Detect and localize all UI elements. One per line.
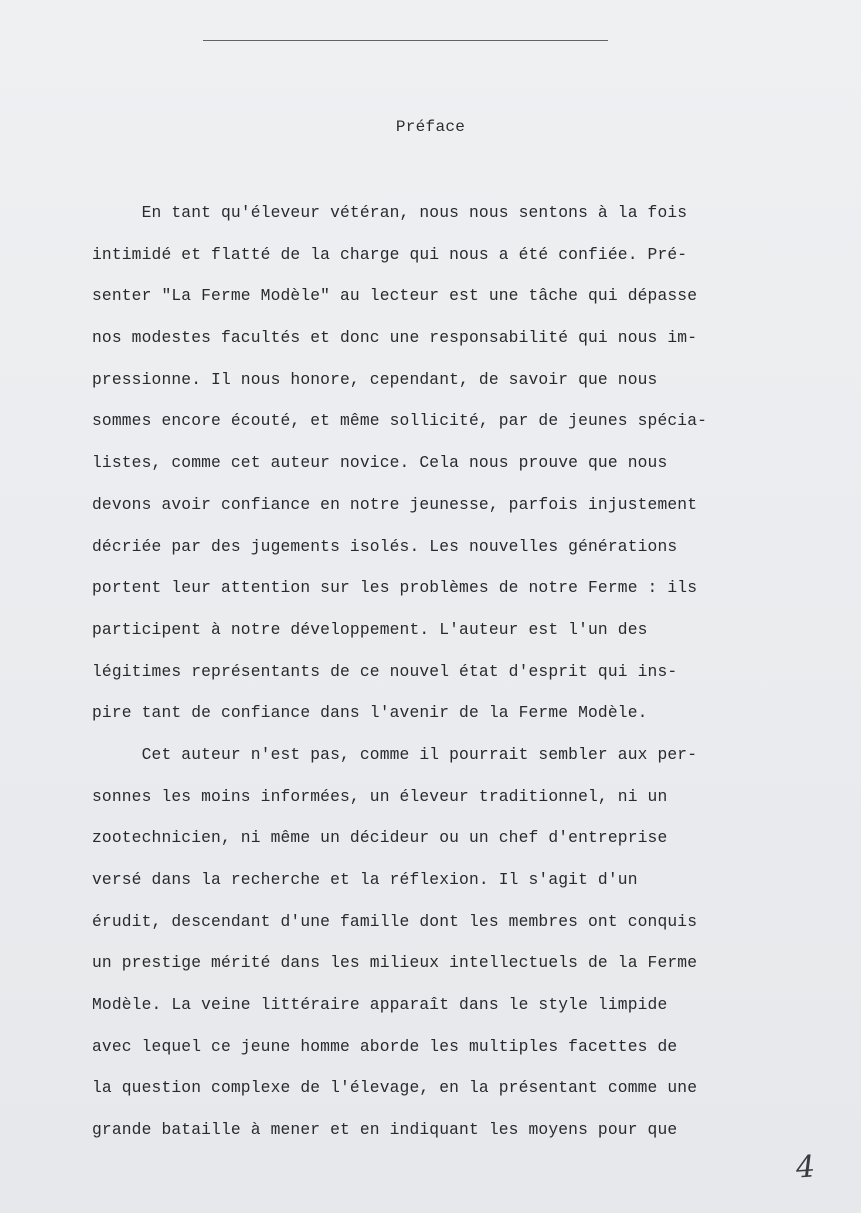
text-line: décriée par des jugements isolés. Les nouvelles générations <box>92 536 678 556</box>
text-line: avec lequel ce jeune homme aborde les multiples facettes de <box>92 1036 678 1056</box>
body-text <box>92 199 772 1158</box>
text-line: zootechnicien, ni même un décideur ou un chef d'entreprise <box>92 828 668 848</box>
top-rule-divider <box>203 40 608 41</box>
text-line: listes, comme cet auteur novice. Cela nous prouve que nous <box>92 453 668 473</box>
page-number: 4 <box>794 1149 817 1186</box>
text-line: sonnes les moins informées, un éleveur traditionnel, ni un <box>92 786 668 806</box>
text-line: versé dans la recherche et la réflexion. Il s'agit d'un <box>92 870 638 889</box>
text-line: Cet auteur n'est pas, comme il pourrait sembler aux per- <box>92 744 698 764</box>
text-line: pressionne. Il nous honore, cependant, de savoir que nous <box>92 369 658 389</box>
text-line: intimidé et flatté de la charge qui nous a été confiée. Pré- <box>92 244 688 264</box>
text-line: sommes encore écouté, et même sollicité, par de jeunes spécia- <box>92 411 708 431</box>
text-line: devons avoir confiance en notre jeunesse, parfois injustement <box>92 494 698 514</box>
text-line: nos modestes facultés et donc une responsabilité qui nous im- <box>92 328 698 348</box>
text-line: Modèle. La veine littéraire apparaît dans le style limpide <box>92 995 668 1015</box>
text-line: En tant qu'éleveur vétéran, nous nous sentons à la fois <box>92 203 688 222</box>
text-line: portent leur attention sur les problèmes de notre Ferme : ils <box>92 578 698 598</box>
text-line: senter "La Ferme Modèle" au lecteur est une tâche qui dépasse <box>92 286 698 306</box>
page-title: Préface <box>395 118 466 136</box>
text-line: grande bataille à mener et en indiquant les moyens pour que <box>92 1120 678 1140</box>
text-line: participent à notre développement. L'auteur est l'un des <box>92 619 648 639</box>
text-line: érudit, descendant d'une famille dont les membres ont conquis <box>92 911 698 931</box>
text-line: un prestige mérité dans les milieux intellectuels de la Ferme <box>92 953 698 973</box>
text-line: légitimes représentants de ce nouvel état d'esprit qui ins- <box>92 661 678 681</box>
text-line: la question complexe de l'élevage, en la présentant comme une <box>92 1078 698 1098</box>
text-line: pire tant de confiance dans l'avenir de la Ferme Modèle. <box>92 703 648 723</box>
